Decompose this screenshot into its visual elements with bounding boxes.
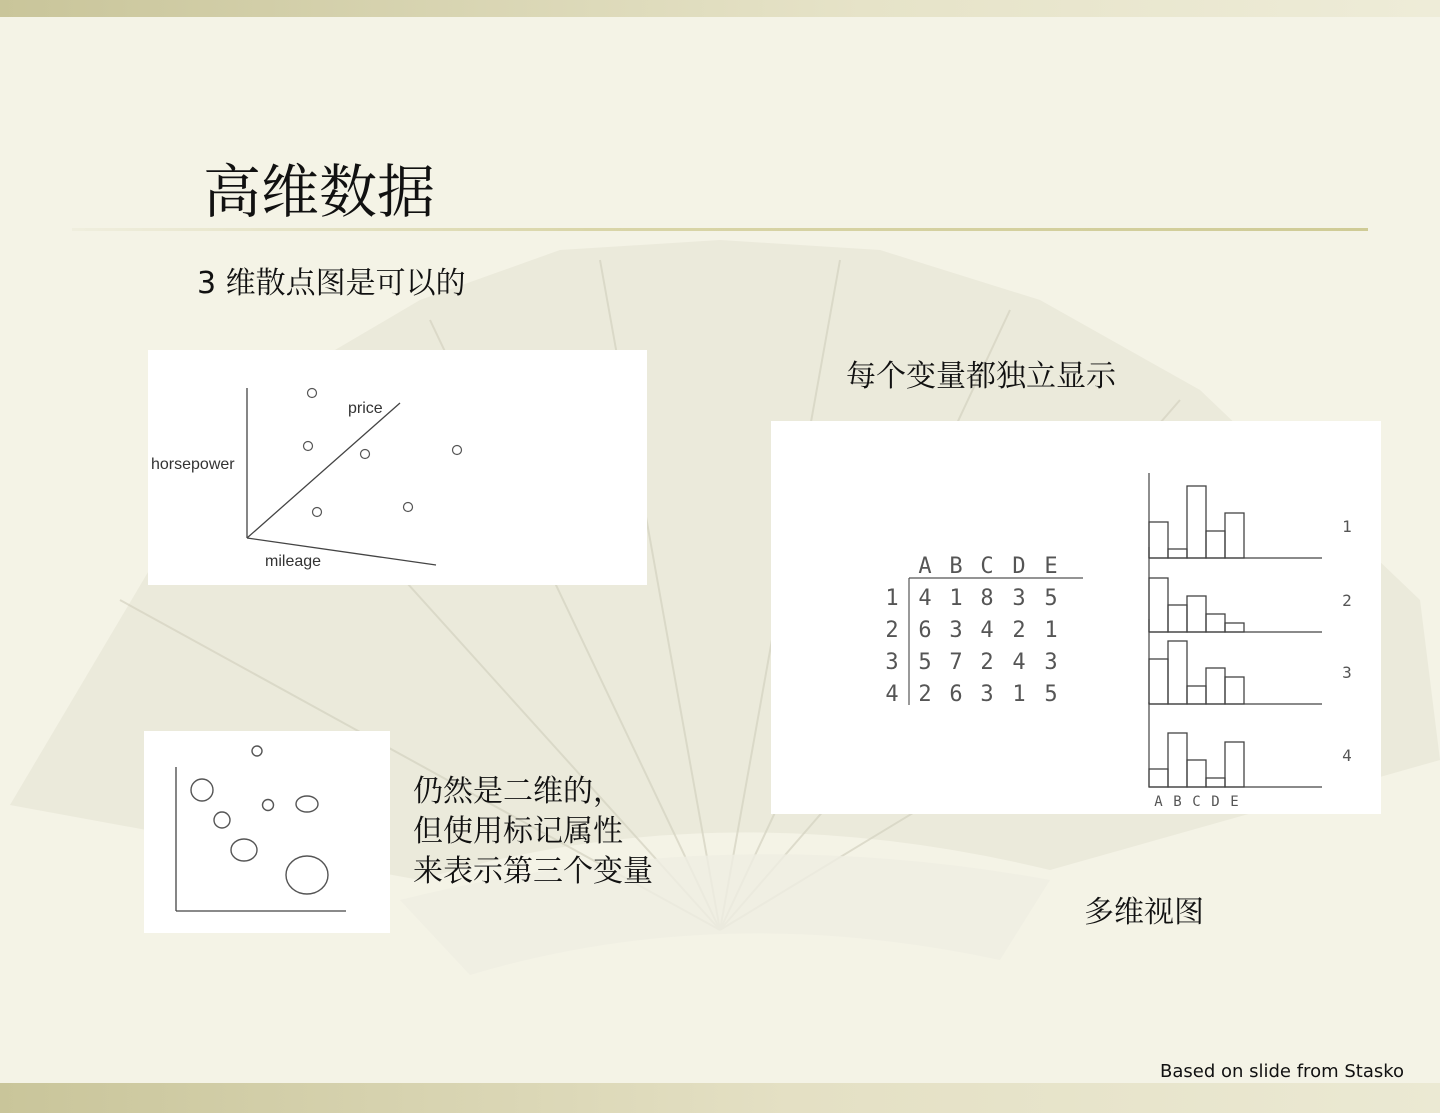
- bar: [1149, 578, 1168, 632]
- data-point: [453, 446, 462, 455]
- table-cell: 3: [949, 618, 963, 643]
- scatter-size-encoding-figure: [144, 731, 390, 933]
- data-point: [252, 746, 262, 756]
- table-cell: 6: [918, 618, 932, 643]
- caption-still-2d: [413, 772, 653, 892]
- table-row-label: 3: [885, 650, 899, 675]
- table-column-header: B: [949, 554, 963, 579]
- data-point: [263, 800, 274, 811]
- table-column-header: E: [1044, 554, 1058, 579]
- data-point: [361, 450, 370, 459]
- table-cell: 7: [949, 650, 963, 675]
- bar: [1187, 486, 1206, 558]
- bar-category-label: B: [1173, 794, 1182, 810]
- bar: [1225, 677, 1244, 704]
- data-point: [304, 442, 313, 451]
- table-cell: 1: [949, 586, 963, 611]
- slide-title: 高维数据: [203, 158, 436, 226]
- table-cell: 1: [1012, 682, 1026, 707]
- bar-charts: [1149, 473, 1352, 810]
- scatter-3d-figure: [148, 350, 647, 585]
- bar: [1206, 778, 1225, 787]
- bar: [1187, 686, 1206, 704]
- caption-line: 仍然是二维的，: [413, 774, 623, 809]
- table-cell: 4: [980, 618, 994, 643]
- bar: [1206, 614, 1225, 632]
- subtitle-3d-scatter: 3 维散点图是可以的: [197, 266, 466, 301]
- table-cell: 4: [1012, 650, 1026, 675]
- bottom-decor-band: [0, 1083, 1440, 1113]
- table-cell: 8: [980, 586, 994, 611]
- bar-chart: [1149, 547, 1352, 632]
- table-cell: 3: [1044, 650, 1058, 675]
- table-column-header: D: [1012, 554, 1026, 579]
- multi-view-figure: [771, 421, 1381, 814]
- bar: [1206, 668, 1225, 704]
- data-point: [191, 779, 213, 801]
- data-point: [286, 856, 328, 894]
- bar: [1187, 760, 1206, 787]
- bar: [1149, 522, 1168, 558]
- z-axis-label: price: [348, 400, 383, 417]
- data-point: [404, 503, 413, 512]
- caption-multi-view: 多维视图: [1084, 895, 1204, 930]
- multi-view-svg: [771, 421, 1381, 814]
- bar: [1149, 659, 1168, 704]
- bar: [1225, 513, 1244, 558]
- table-column-header: A: [918, 554, 932, 579]
- table-cell: 2: [1012, 618, 1026, 643]
- table-cell: 1: [1044, 618, 1058, 643]
- bar-chart-series-label: 1: [1342, 517, 1352, 536]
- bar-chart-series-label: 2: [1342, 591, 1352, 610]
- bar: [1225, 742, 1244, 787]
- table-column-header: C: [980, 554, 994, 579]
- y-axis-label: horsepower: [151, 456, 235, 473]
- bar-category-label: E: [1230, 794, 1239, 810]
- title-divider: [72, 228, 1368, 231]
- table-cell: 3: [980, 682, 994, 707]
- bar: [1168, 605, 1187, 632]
- bar-chart-series-label: 4: [1342, 746, 1352, 765]
- bar: [1187, 596, 1206, 632]
- caption-line: 但使用标记属性: [413, 814, 623, 849]
- data-point: [313, 508, 322, 517]
- bar-chart: [1149, 702, 1352, 787]
- z-axis: [247, 403, 400, 538]
- x-axis-label: mileage: [265, 553, 322, 570]
- table-cell: 3: [1012, 586, 1026, 611]
- caption-each-variable: 每个变量都独立显示: [846, 359, 1116, 394]
- table-cell: 5: [918, 650, 932, 675]
- bar: [1225, 623, 1244, 632]
- table-cell: 2: [918, 682, 932, 707]
- bar: [1149, 769, 1168, 787]
- footer-credit: Based on slide from Stasko: [1160, 1061, 1405, 1082]
- bar-category-label: D: [1211, 794, 1220, 810]
- bar-category-label: A: [1154, 794, 1163, 810]
- table-cell: 5: [1044, 586, 1058, 611]
- bar: [1206, 531, 1225, 558]
- bar-chart-series-label: 3: [1342, 663, 1352, 682]
- bar-chart: [1149, 473, 1352, 558]
- table-cell: 2: [980, 650, 994, 675]
- table-row-label: 4: [885, 682, 899, 707]
- table-row-label: 1: [885, 586, 899, 611]
- bar: [1168, 641, 1187, 704]
- data-point: [214, 812, 230, 828]
- data-table: [885, 554, 1083, 707]
- bar: [1168, 549, 1187, 558]
- table-cell: 6: [949, 682, 963, 707]
- table-row-label: 2: [885, 618, 899, 643]
- data-point: [308, 389, 317, 398]
- table-cell: 5: [1044, 682, 1058, 707]
- bar: [1168, 733, 1187, 787]
- data-point: [231, 839, 257, 861]
- table-cell: 4: [918, 586, 932, 611]
- caption-line: 来表示第三个变量: [413, 854, 653, 889]
- bar-category-label: C: [1192, 794, 1201, 810]
- data-point: [296, 796, 318, 812]
